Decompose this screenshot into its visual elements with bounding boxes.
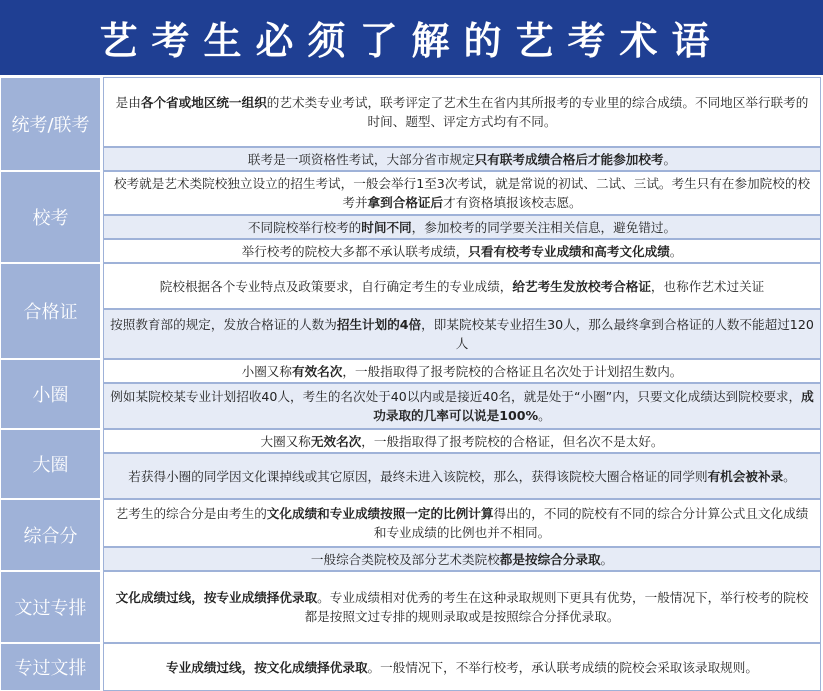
term-label: 综合分: [0, 499, 101, 571]
term-label: 统考/联考: [0, 77, 101, 171]
emphasis-text: 各个省或地区统一组织: [140, 95, 267, 110]
description-text: [110, 174, 814, 212]
plain-text: 若获得小圈的同学因文化课掉线或其它原因，最终未进入该院校，那么，获得该院校大圈合格证的同学则: [128, 468, 708, 484]
description-cell: [103, 263, 821, 309]
plain-text: 小圈又称: [241, 363, 292, 379]
plain-text: 。: [538, 408, 551, 423]
plain-text: ，参加校考的同学要关注相关信息，避免错过。: [411, 219, 677, 235]
description-text: [110, 387, 814, 425]
emphasis-text: 只看有校考专业成绩和高考文化成绩: [468, 243, 670, 259]
term-row: [0, 429, 823, 499]
plain-text: 得出的，不同的院校有不同的综合分计算公式且文化成绩和专业成绩的比例也并不相同。: [373, 506, 809, 540]
term-label: 合格证: [0, 263, 101, 359]
description-text: [128, 467, 795, 486]
plain-text: 。专业成绩相对优秀的考生在这种录取规则下更具有优势，一般情况下，举行校考的院校都是按照文过专排的规则录取或是按照综合分择优录取。: [304, 590, 809, 624]
plain-text: ，即某院校某专业招生30人，那么最终拿到合格证的人数不能超过120人: [421, 317, 814, 351]
term-descriptions: [103, 263, 821, 359]
description-cell: [103, 215, 821, 239]
term-row: [0, 499, 823, 571]
emphasis-text: 成功录取的几率可以说是100%: [373, 389, 814, 423]
emphasis-text: 无效名次: [310, 433, 362, 449]
page-title: 艺考生必须了解的艺考术语: [0, 0, 823, 77]
description-text: [110, 588, 814, 626]
description-cell: [103, 429, 821, 453]
plain-text: 。: [669, 243, 683, 259]
term-label: 专过文排: [0, 643, 101, 691]
plain-text: 大圈又称: [260, 433, 311, 449]
description-cell: [103, 77, 821, 147]
plain-text: 例如某院校某专业计划招收40人，考生的名次处于40以内或是接近40名，就是处于“小圈”内，只要文化成绩达到院校要求，: [110, 389, 802, 404]
plain-text: 艺考生的综合分是由考生的: [115, 506, 267, 521]
description-text: [248, 218, 676, 237]
description-cell: [103, 643, 821, 691]
term-row: [0, 77, 823, 171]
emphasis-text: 都是按综合分录取: [499, 551, 601, 567]
emphasis-text: 专业成绩过线，按文化成绩择优录取: [166, 659, 368, 675]
plain-text: 。: [663, 151, 677, 167]
term-row: [0, 263, 823, 359]
plain-text: 校考就是艺术类院校独立设立的招生考试，一般会举行1至3次考试，就是常说的初试、二试、三试。考生只有在参加院校的校考并: [113, 176, 811, 210]
term-row: [0, 571, 823, 643]
plain-text: 按照教育部的规定，发放合格证的人数为: [110, 317, 337, 332]
term-row: [0, 359, 823, 429]
description-text: [110, 315, 814, 353]
emphasis-text: 有机会被补录: [707, 468, 784, 484]
emphasis-text: 时间不同: [361, 219, 412, 235]
description-text: [110, 504, 814, 542]
emphasis-text: 只有联考成绩合格后才能参加校考: [474, 151, 664, 167]
term-descriptions: [103, 359, 821, 429]
emphasis-text: 文化成绩过线，按专业成绩择优录取: [115, 590, 318, 605]
description-cell: [103, 547, 821, 571]
emphasis-text: 有效名次: [291, 363, 343, 379]
plain-text: 一般综合类院校及部分艺术类院校: [310, 551, 500, 567]
description-text: [242, 362, 683, 381]
description-cell: [103, 571, 821, 643]
plain-text: ，也称作艺术过关证: [650, 278, 765, 294]
term-descriptions: [103, 643, 821, 691]
description-text: [110, 93, 814, 131]
description-cell: [103, 359, 821, 383]
emphasis-text: 给艺考生发放校考合格证: [512, 278, 651, 294]
plain-text: 。: [600, 551, 614, 567]
term-descriptions: [103, 571, 821, 643]
plain-text: 联考是一项资格性考试，大部分省市规定: [247, 151, 475, 167]
description-text: [160, 277, 765, 296]
description-cell: [103, 453, 821, 499]
term-row: [0, 171, 823, 263]
plain-text: 才有资格填报该校志愿。: [443, 195, 582, 210]
term-label: 校考: [0, 171, 101, 263]
description-cell: [103, 309, 821, 359]
term-descriptions: [103, 171, 821, 263]
plain-text: 的艺术类专业考试，联考评定了艺术生在省内其所报考的专业里的综合成绩。不同地区举行联考的时间、题型、评定方式均有不同。: [266, 95, 809, 129]
term-row: [0, 643, 823, 691]
emphasis-text: 文化成绩和专业成绩按照一定的比例计算: [266, 506, 494, 521]
plain-text: 院校根据各个专业特点及政策要求，自行确定考生的专业成绩，: [159, 278, 513, 294]
term-label: 文过专排: [0, 571, 101, 643]
emphasis-text: 招生计划的4倍: [336, 317, 422, 332]
term-label: 大圈: [0, 429, 101, 499]
description-text: [166, 658, 758, 677]
plain-text: ，一般指取得了报考院校的合格证且名次处于计划招生数内。: [342, 363, 683, 379]
terms-table: [0, 77, 823, 691]
description-cell: [103, 171, 821, 215]
term-descriptions: [103, 499, 821, 571]
description-text: [311, 550, 613, 569]
plain-text: 不同院校举行校考的: [247, 219, 362, 235]
description-cell: [103, 499, 821, 547]
description-text: [248, 150, 676, 169]
description-cell: [103, 239, 821, 263]
plain-text: ，一般指取得了报考院校的合格证，但名次不是太好。: [361, 433, 664, 449]
description-text: [261, 432, 664, 451]
description-cell: [103, 383, 821, 429]
description-cell: [103, 147, 821, 171]
plain-text: 是由: [115, 95, 141, 110]
emphasis-text: 拿到合格证后: [367, 195, 444, 210]
term-descriptions: [103, 429, 821, 499]
description-text: [242, 242, 683, 261]
term-label: 小圈: [0, 359, 101, 429]
term-descriptions: [103, 77, 821, 171]
plain-text: 。一般情况下，不举行校考，承认联考成绩的院校会采取该录取规则。: [367, 659, 758, 675]
plain-text: 。: [783, 468, 796, 484]
plain-text: 举行校考的院校大多都不承认联考成绩，: [241, 243, 469, 259]
